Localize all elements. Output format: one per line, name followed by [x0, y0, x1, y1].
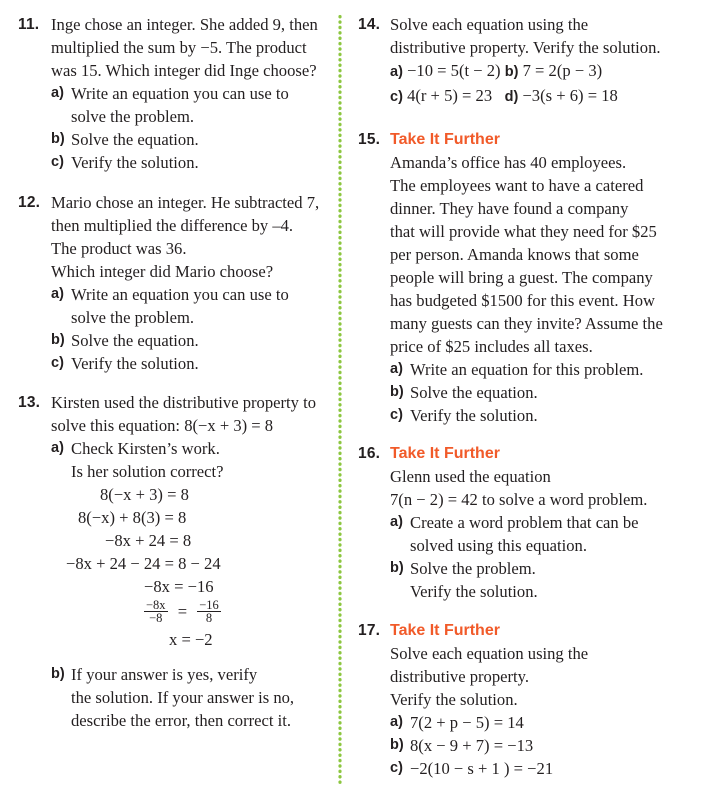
part-a — [390, 711, 706, 734]
part-label: c) — [390, 89, 403, 105]
part-label: a) — [390, 361, 403, 377]
work-line — [51, 529, 336, 552]
part-a — [51, 82, 336, 128]
part-text: Solve the equation. — [410, 383, 538, 402]
part-equation: −3(s + 6) = 18 — [522, 86, 618, 105]
part-c — [390, 757, 706, 780]
part-label: a) — [51, 286, 64, 302]
part-label: a) — [390, 514, 403, 530]
problem-number: 13. — [18, 394, 41, 411]
part-text: Write an equation for this problem. — [410, 360, 644, 379]
part-label: d) — [504, 89, 519, 105]
problem-text: dinner. They have found a company — [390, 199, 629, 218]
parts-row — [390, 84, 706, 109]
work-step: −8x = −16 — [144, 577, 214, 596]
part-c — [390, 404, 706, 427]
part-a — [390, 511, 706, 557]
part-c — [51, 352, 336, 375]
work-step: −8x + 24 − 24 = 8 − 24 — [66, 554, 221, 573]
problem-number: 14. — [358, 16, 381, 33]
part-text: Check Kirsten’s work. — [71, 439, 220, 458]
problem-text: has budgeted $1500 for this event. How — [390, 291, 655, 310]
part-equation: 4(r + 5) = 23 — [407, 86, 493, 105]
problem-body — [51, 13, 336, 174]
part-text: Write an equation you can use to — [71, 84, 289, 103]
take-it-further-heading: Take It Further — [390, 445, 500, 462]
problem-number: 11. — [18, 16, 40, 33]
work-step: 8(−x + 3) = 8 — [100, 485, 189, 504]
work-step: 8(−x) + 8(3) = 8 — [78, 508, 187, 527]
part-label: b) — [390, 560, 404, 576]
problem-body — [390, 13, 706, 109]
equals-sign: = — [177, 601, 188, 621]
problem-text: people will bring a guest. The company — [390, 268, 653, 287]
problem-number: 16. — [358, 445, 381, 462]
part-equation: −10 = 5(t − 2) — [407, 61, 501, 80]
take-it-further-heading: Take It Further — [390, 131, 500, 148]
problem-text: multiplied the sum by −5. The product — [51, 38, 307, 57]
part-text: Solve the equation. — [71, 130, 199, 149]
problem-text: that will provide what they need for $25 — [390, 222, 657, 241]
problem-text: solve this equation: 8(−x + 3) = 8 — [51, 416, 274, 435]
problem-text: Amanda’s office has 40 employees. — [390, 153, 627, 172]
take-it-further-heading: Take It Further — [390, 622, 500, 639]
part-text: Solve the equation. — [71, 331, 199, 350]
problem-text: many guests can they invite? Assume the — [390, 314, 663, 333]
part-label: b) — [390, 384, 404, 400]
part-text: Write an equation you can use to — [71, 285, 289, 304]
part-b — [51, 663, 336, 732]
part-label: c) — [51, 154, 64, 170]
part-label: c) — [390, 760, 403, 776]
work-line — [51, 483, 336, 506]
problem-number: 12. — [18, 194, 41, 211]
fraction-right — [197, 599, 221, 624]
work-line — [51, 506, 336, 529]
part-text: solve the problem. — [71, 308, 195, 327]
problem-text: The employees want to have a catered — [390, 176, 644, 195]
part-text: If your answer is yes, verify — [71, 665, 258, 684]
part-label: a) — [390, 64, 403, 80]
column-divider — [338, 14, 342, 784]
part-equation: 8(x − 9 + 7) = −13 — [410, 736, 534, 755]
kirsten-work — [51, 483, 336, 649]
part-b — [390, 381, 706, 404]
part-label: b) — [51, 332, 65, 348]
part-label: b) — [504, 64, 519, 80]
part-b — [51, 329, 336, 352]
problem-text: Which integer did Mario choose? — [51, 262, 274, 281]
part-text: solved using this equation. — [410, 536, 587, 555]
part-text: Create a word problem that can be — [410, 513, 639, 532]
problem-text: per person. Amanda knows that some — [390, 245, 639, 264]
part-text: describe the error, then correct it. — [71, 711, 292, 730]
problem-text: The product was 36. — [51, 239, 187, 258]
problem-text: Mario chose an integer. He subtracted 7, — [51, 193, 320, 212]
part-text: Verify the solution. — [71, 354, 199, 373]
numerator: −16 — [199, 597, 219, 612]
fraction-step — [144, 598, 221, 624]
work-line — [51, 628, 336, 651]
part-a — [51, 283, 336, 329]
problem-body — [51, 191, 336, 375]
problem-text: then multiplied the difference by –4. — [51, 216, 294, 235]
work-line — [51, 598, 336, 628]
denominator: −8 — [149, 610, 163, 625]
part-text: Is her solution correct? — [71, 462, 224, 481]
part-b — [390, 557, 706, 603]
problem-text: Glenn used the equation — [390, 467, 551, 486]
part-text: solve the problem. — [71, 107, 195, 126]
part-c — [51, 151, 336, 174]
work-final: x = −2 — [169, 630, 213, 649]
problem-text: 7(n − 2) = 42 to solve a word problem. — [390, 490, 648, 509]
problem-body — [390, 442, 706, 603]
problem-body — [51, 391, 336, 732]
part-text: Verify the solution. — [71, 153, 199, 172]
problem-text: distributive property. Verify the solution. — [390, 38, 661, 57]
part-text: Verify the solution. — [410, 406, 538, 425]
part-equation: 7(2 + p − 5) = 14 — [410, 713, 524, 732]
part-equation: −2(10 − s + 1 ) = −21 — [410, 759, 554, 778]
problem-text: price of $25 includes all taxes. — [390, 337, 593, 356]
problem-number: 17. — [358, 622, 381, 639]
part-label: b) — [51, 666, 65, 682]
part-text: Verify the solution. — [410, 582, 538, 601]
problem-text: distributive property. — [390, 667, 530, 686]
part-a — [51, 437, 336, 483]
work-line — [51, 575, 336, 598]
problem-text: Inge chose an integer. She added 9, then — [51, 15, 318, 34]
part-label: a) — [390, 714, 403, 730]
problem-text: Kirsten used the distributive property to — [51, 393, 316, 412]
parts-row — [390, 59, 706, 84]
part-label: c) — [51, 355, 64, 371]
problem-text: Solve each equation using the — [390, 644, 589, 663]
part-label: b) — [390, 737, 404, 753]
part-b — [390, 734, 706, 757]
denominator: 8 — [205, 610, 213, 625]
part-text: the solution. If your answer is no, — [71, 688, 295, 707]
work-step: −8x + 24 = 8 — [105, 531, 192, 550]
problem-text: Verify the solution. — [390, 690, 518, 709]
problem-body — [390, 619, 706, 780]
fraction-left — [144, 599, 168, 624]
problem-number: 15. — [358, 131, 381, 148]
problem-text: was 15. Which integer did Inge choose? — [51, 61, 317, 80]
problem-text: Solve each equation using the — [390, 15, 589, 34]
part-a — [390, 358, 706, 381]
part-equation: 7 = 2(p − 3) — [522, 61, 603, 80]
part-label: b) — [51, 131, 65, 147]
part-label: a) — [51, 85, 64, 101]
part-label: c) — [390, 407, 403, 423]
problem-body — [390, 128, 706, 427]
part-text: Solve the problem. — [410, 559, 536, 578]
part-b — [51, 128, 336, 151]
work-line — [51, 552, 336, 575]
numerator: −8x — [146, 597, 166, 612]
part-label: a) — [51, 440, 64, 456]
